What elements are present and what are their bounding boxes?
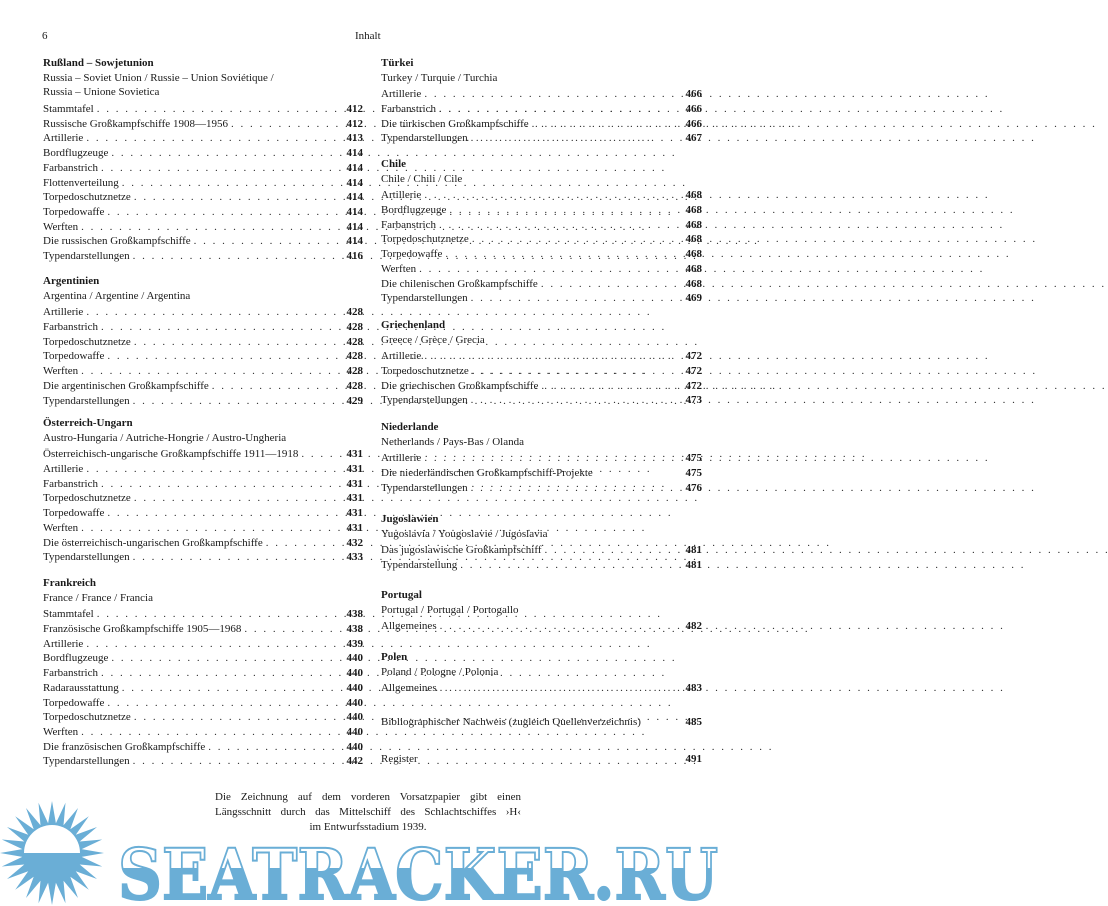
toc-entry[interactable] [43, 349, 363, 364]
toc-entry[interactable] [43, 364, 363, 379]
entry-page-number: 469 [685, 292, 702, 305]
entry-title: Typendarstellungen [381, 132, 468, 145]
entry-title: Torpedowaffe [43, 507, 105, 520]
leader-dots [468, 393, 682, 408]
entry-title: Werften [43, 365, 79, 378]
entry-page-number: 468 [685, 218, 702, 231]
entry-page-number: 482 [685, 620, 702, 633]
leader-dots [421, 451, 681, 466]
section-subtitle: Argentina / Argentine / Argentina [43, 289, 191, 302]
entry-page-number: 472 [685, 350, 702, 363]
toc-section [381, 588, 702, 634]
section-heading: Griechenland [381, 319, 446, 331]
entry-page-number: 431 [346, 477, 363, 490]
toc-section [43, 274, 363, 408]
leader-dots [98, 666, 343, 681]
entry-title: Torpedoschutznetze [381, 233, 469, 246]
leader-dots [437, 681, 682, 696]
toc-entry[interactable] [43, 249, 363, 264]
entry-page-number: 468 [685, 233, 702, 246]
toc-entry[interactable] [381, 218, 702, 233]
entry-page-number: 468 [685, 204, 702, 217]
entry-title: Typendarstellungen [43, 755, 130, 768]
section-subtitle: Netherlands / Pays-Bas / Olanda [381, 435, 524, 448]
page-number: 6 [42, 30, 48, 42]
toc-entry[interactable] [43, 637, 363, 652]
leader-dots [538, 379, 681, 394]
entry-title: Österreichisch-ungarische Großkampfschiffe 1911—1918 [43, 448, 299, 461]
toc-entry[interactable] [381, 681, 702, 696]
leader-dots [541, 543, 681, 558]
toc-entry[interactable] [381, 619, 702, 634]
toc-entry[interactable] [381, 451, 702, 466]
toc-entry[interactable] [381, 466, 702, 481]
entry-page-number: 428 [346, 350, 363, 363]
entry-page-number: 466 [685, 117, 702, 130]
entry-title: Torpedowaffe [43, 696, 105, 709]
section-heading: Portugal [381, 589, 422, 601]
entry-title: Torpedowaffe [381, 248, 443, 261]
leader-dots [119, 176, 343, 191]
leader-dots [228, 117, 343, 132]
entry-title: Farbanstrich [43, 321, 98, 334]
toc-entry[interactable] [43, 651, 363, 666]
toc-entry[interactable] [381, 393, 702, 408]
toc-entry[interactable] [381, 558, 702, 573]
entry-page-number: 431 [346, 507, 363, 520]
entry-title: Torpedowaffe [43, 350, 105, 363]
entry-title: Farbanstrich [381, 103, 436, 116]
section-subtitle: Greece / Grèce / Grecia [381, 333, 485, 346]
leader-dots [469, 364, 682, 379]
toc-entry[interactable] [43, 607, 363, 622]
entry-title: Artillerie [43, 306, 84, 319]
toc-entry[interactable] [381, 131, 702, 146]
entry-page-number: 431 [346, 521, 363, 534]
entry-title: Französische Großkampfschiffe 1905—1968 [43, 623, 242, 636]
entry-page-number: 440 [346, 740, 363, 753]
leader-dots [468, 131, 682, 146]
toc-entry[interactable] [381, 379, 702, 394]
leader-dots [469, 232, 682, 247]
section-heading: Argentinien [43, 275, 100, 287]
entry-title: Bibliographischer Nachweis (zugleich Quellenverzeichnis) [381, 716, 641, 728]
toc-entry[interactable] [43, 146, 363, 161]
toc-entry[interactable] [43, 117, 363, 132]
entry-title: Stammtafel [43, 608, 94, 621]
leader-dots [130, 394, 343, 409]
toc-entry[interactable] [381, 102, 702, 117]
entry-title: Die griechischen Großkampfschiffe [381, 379, 539, 392]
toc-entry[interactable] [381, 481, 702, 496]
entry-title: Typendarstellungen [43, 551, 130, 564]
entry-page-number: 468 [685, 189, 702, 202]
entry-page-number: 475 [685, 467, 702, 480]
toc-entry[interactable] [43, 205, 363, 220]
entry-page-number: 431 [346, 463, 363, 476]
leader-dots [130, 754, 343, 769]
entry-title: Torpedoschutznetze [43, 335, 131, 348]
entry-title: Werften [381, 262, 417, 275]
leader-dots [104, 506, 342, 521]
section-subtitle: Portugal / Portugal / Portogallo [381, 603, 519, 616]
leader-dots [421, 87, 681, 102]
entry-title: Torpedoschutznetze [43, 492, 131, 505]
leader-dots [104, 696, 342, 711]
entry-page-number: 438 [346, 608, 363, 621]
entry-page-number: 433 [346, 551, 363, 564]
entry-page-number: 481 [685, 544, 702, 557]
entry-page-number: 467 [685, 132, 702, 145]
entry-title: Artillerie [381, 452, 422, 465]
toc-entry[interactable] [381, 715, 702, 730]
toc-entry[interactable] [381, 188, 702, 203]
entry-title: Die chilenischen Großkampfschiffe [381, 277, 538, 290]
entry-page-number: 412 [346, 103, 363, 116]
leader-dots [78, 220, 342, 235]
toc-entry[interactable] [43, 335, 363, 350]
entry-page-number: 466 [685, 103, 702, 116]
entry-page-number: 414 [346, 235, 363, 248]
leader-dots [131, 710, 343, 725]
entry-title: Typendarstellung [381, 559, 458, 572]
entry-title: Typendarstellungen [43, 249, 130, 262]
section-subtitle: Russia – Soviet Union / Russie – Union Soviétique / [43, 71, 274, 84]
section-subtitle: Turkey / Turquie / Turchia [381, 71, 498, 84]
leader-dots [446, 203, 681, 218]
entry-page-number: 468 [685, 262, 702, 275]
toc-entry[interactable] [43, 131, 363, 146]
entry-page-number: 440 [346, 725, 363, 738]
toc-entry[interactable] [381, 349, 702, 364]
toc-section [381, 715, 702, 730]
entry-title: Die österreichisch-ungarischen Großkampfschiffe [43, 536, 263, 549]
section-heading: Jugoslawien [381, 513, 439, 525]
toc-section [381, 752, 702, 767]
toc-entry[interactable] [43, 320, 363, 335]
leader-dots [83, 637, 342, 652]
toc-entry[interactable] [381, 232, 702, 247]
entry-title: Farbanstrich [43, 667, 98, 680]
toc-entry[interactable] [43, 394, 363, 409]
toc-entry[interactable] [381, 247, 702, 262]
section-heading: Türkei [381, 57, 414, 69]
leader-dots [98, 161, 343, 176]
entry-title: Artillerie [381, 189, 422, 202]
leader-dots [131, 491, 343, 506]
entry-page-number: 431 [346, 492, 363, 505]
leader-dots [131, 335, 343, 350]
leader-dots [416, 262, 681, 277]
entry-page-number: 431 [346, 448, 363, 461]
entry-page-number: 428 [346, 335, 363, 348]
entry-title: Bordflugzeuge [43, 652, 109, 665]
section-subtitle: Austro-Hungaria / Autriche-Hongrie / Austro-Ungheria [43, 431, 287, 444]
entry-title: Die niederländischen Großkampfschiff-Projekte [381, 467, 593, 480]
entry-page-number: 440 [346, 696, 363, 709]
entry-page-number: 439 [346, 637, 363, 650]
entry-page-number: 438 [346, 623, 363, 636]
leader-dots [298, 447, 342, 462]
section-heading: Niederlande [381, 421, 439, 433]
entry-title: Allgemeines [381, 620, 437, 633]
toc-entry[interactable] [43, 536, 363, 551]
toc-entry[interactable] [381, 277, 702, 292]
entry-page-number: 472 [685, 379, 702, 392]
leader-dots [78, 364, 342, 379]
toc-entry[interactable] [381, 543, 702, 558]
leader-dots [205, 740, 342, 755]
leader-dots [83, 462, 342, 477]
toc-entry[interactable] [381, 117, 702, 132]
entry-title: Torpedoschutznetze [381, 365, 469, 378]
toc-entry[interactable] [43, 462, 363, 477]
leader-dots [538, 277, 682, 292]
entry-page-number: 414 [346, 161, 363, 174]
entry-page-number: 414 [346, 220, 363, 233]
toc-entry[interactable] [43, 681, 363, 696]
leader-dots [78, 521, 342, 536]
entry-page-number: 466 [685, 88, 702, 101]
leader-dots [98, 320, 343, 335]
leader-dots [468, 481, 682, 496]
toc-entry[interactable] [43, 506, 363, 521]
leader-dots [191, 234, 343, 249]
entry-page-number: 413 [346, 132, 363, 145]
leader-dots [108, 651, 342, 666]
entry-title: Typendarstellungen [43, 394, 130, 407]
toc-entry[interactable] [43, 491, 363, 506]
entry-page-number: 414 [346, 205, 363, 218]
entry-title: Bordflugzeuge [43, 147, 109, 160]
entry-title: Typendarstellungen [381, 481, 468, 494]
entry-page-number: 428 [346, 365, 363, 378]
leader-dots [436, 218, 682, 233]
toc-entry[interactable] [381, 262, 702, 277]
entry-title: Russische Großkampfschiffe 1908—1956 [43, 117, 228, 130]
leader-dots [437, 619, 682, 634]
entry-title: Farbanstrich [43, 161, 98, 174]
entry-page-number: 473 [685, 394, 702, 407]
leader-dots [104, 349, 342, 364]
entry-title: Bordflugzeuge [381, 204, 447, 217]
toc-section [381, 512, 702, 573]
toc-entry[interactable] [43, 754, 363, 769]
leader-dots [130, 550, 343, 565]
entry-title: Typendarstellungen [381, 394, 468, 407]
entry-page-number: 414 [346, 147, 363, 160]
toc-section [381, 420, 702, 495]
entry-title: Register [381, 753, 418, 765]
leader-dots [442, 247, 681, 262]
entry-page-number: 481 [685, 559, 702, 572]
entry-title: Torpedowaffe [43, 205, 105, 218]
toc-entry[interactable] [43, 190, 363, 205]
toc-entry[interactable] [43, 740, 363, 755]
entry-title: Torpedoschutznetze [43, 711, 131, 724]
entry-title: Flottenverteilung [43, 176, 119, 189]
entry-page-number: 485 [685, 716, 702, 728]
entry-page-number: 475 [685, 452, 702, 465]
toc-section [43, 416, 363, 565]
toc-entry[interactable] [43, 102, 363, 117]
toc-entry[interactable] [43, 220, 363, 235]
entry-page-number: 468 [685, 248, 702, 261]
toc-entry[interactable] [43, 234, 363, 249]
entry-title: Die russischen Großkampfschiffe [43, 235, 191, 248]
leader-dots [457, 558, 681, 573]
toc-entry[interactable] [381, 752, 702, 767]
leader-dots [78, 725, 342, 740]
toc-entry[interactable] [43, 550, 363, 565]
section-heading: Chile [381, 158, 407, 170]
entry-title: Typendarstellungen [381, 292, 468, 305]
entry-title: Die türkischen Großkampfschiffe [381, 117, 529, 130]
toc-section [43, 576, 363, 769]
entry-title: Artillerie [43, 463, 84, 476]
toc-section [43, 56, 363, 264]
toc-entry[interactable] [43, 666, 363, 681]
toc-entry[interactable] [43, 696, 363, 711]
entry-title: Artillerie [43, 132, 84, 145]
toc-entry[interactable] [381, 87, 702, 102]
entry-page-number: 476 [685, 481, 702, 494]
running-head: Inhalt [355, 30, 381, 42]
entry-page-number: 491 [685, 753, 702, 765]
leader-dots [94, 102, 343, 117]
entry-page-number: 428 [346, 306, 363, 319]
toc-entry[interactable] [43, 447, 363, 462]
entry-page-number: 428 [346, 379, 363, 392]
leader-dots [98, 477, 343, 492]
entry-title: Werften [43, 521, 79, 534]
entry-page-number: 442 [346, 755, 363, 768]
entry-title: Artillerie [381, 88, 422, 101]
leader-dots [241, 622, 342, 637]
leader-dots [421, 349, 681, 364]
section-heading: Frankreich [43, 577, 96, 589]
entry-title: Stammtafel [43, 103, 94, 116]
leader-dots [209, 379, 343, 394]
toc-entry[interactable] [381, 203, 702, 218]
entry-page-number: 468 [685, 277, 702, 290]
toc-entry[interactable] [43, 477, 363, 492]
leader-dots [104, 205, 342, 220]
section-heading: Rußland – Sowjetunion [43, 57, 154, 69]
entry-title: Radarausstattung [43, 681, 119, 694]
entry-title: Die französischen Großkampfschiffe [43, 740, 206, 753]
leader-dots [436, 102, 682, 117]
entry-title: Werften [43, 725, 79, 738]
leader-dots [421, 188, 681, 203]
leader-dots [83, 131, 342, 146]
entry-title: Werften [43, 220, 79, 233]
entry-title: Allgemeines [381, 682, 437, 695]
toc-entry[interactable] [43, 521, 363, 536]
sun-icon [0, 801, 104, 905]
entry-page-number: 414 [346, 176, 363, 189]
toc-section [381, 56, 702, 146]
entry-title: Das jugoslawische Großkampfschiff [381, 544, 542, 557]
toc-section [381, 650, 702, 696]
entry-title: Farbanstrich [43, 477, 98, 490]
toc-section [381, 318, 702, 408]
section-subtitle: Russia – Unione Sovietica [43, 86, 160, 99]
toc-entry[interactable] [43, 161, 363, 176]
leader-dots [94, 607, 343, 622]
leader-dots [130, 249, 343, 264]
section-subtitle: France / France / Francia [43, 591, 153, 604]
toc-entry[interactable] [381, 291, 702, 306]
entry-page-number: 432 [346, 536, 363, 549]
leader-dots [263, 536, 343, 551]
section-heading: Österreich-Ungarn [43, 417, 133, 429]
entry-page-number: 416 [346, 249, 363, 262]
toc-entry[interactable] [43, 379, 363, 394]
toc-entry[interactable] [43, 176, 363, 191]
entry-page-number: 412 [346, 117, 363, 130]
entry-page-number: 440 [346, 667, 363, 680]
toc-entry[interactable] [381, 364, 702, 379]
watermark-text: SEATRACKER.RU [118, 833, 718, 906]
toc-entry[interactable] [43, 725, 363, 740]
note-line: Längsschnitt durch das Mittelschiff des Schlachtschiffes ›H‹ [215, 806, 521, 818]
entry-page-number: 472 [685, 365, 702, 378]
leader-dots [468, 291, 682, 306]
toc-entry[interactable] [43, 710, 363, 725]
toc-entry[interactable] [43, 622, 363, 637]
section-heading: Polen [381, 651, 408, 663]
note-line: im Entwurfsstadium 1939. [309, 821, 427, 833]
toc-entry[interactable] [43, 305, 363, 320]
entry-page-number: 428 [346, 321, 363, 334]
entry-title: Die argentinischen Großkampfschiffe [43, 379, 209, 392]
entry-title: Farbanstrich [381, 218, 436, 231]
leader-dots [108, 146, 342, 161]
section-subtitle: Poland / Pologne / Polonia [381, 665, 499, 678]
leader-dots [119, 681, 343, 696]
entry-page-number: 414 [346, 191, 363, 204]
entry-title: Artillerie [381, 350, 422, 363]
section-subtitle: Chile / Chili / Cile [381, 172, 463, 185]
entry-title: Artillerie [43, 637, 84, 650]
toc-section [381, 157, 702, 306]
leader-dots [529, 117, 682, 132]
entry-page-number: 429 [346, 394, 363, 407]
entry-page-number: 440 [346, 711, 363, 724]
entry-page-number: 483 [685, 682, 702, 695]
entry-page-number: 440 [346, 681, 363, 694]
leader-dots [83, 305, 342, 320]
note-line: Die Zeichnung auf dem vorderen Vorsatzpapier gibt einen [215, 791, 521, 803]
endpaper-note [215, 790, 521, 835]
section-subtitle: Yugoslavia / Yougoslavie / Jugoslavia [381, 527, 548, 540]
entry-page-number: 440 [346, 652, 363, 665]
entry-title: Torpedoschutznetze [43, 191, 131, 204]
leader-dots [131, 190, 343, 205]
